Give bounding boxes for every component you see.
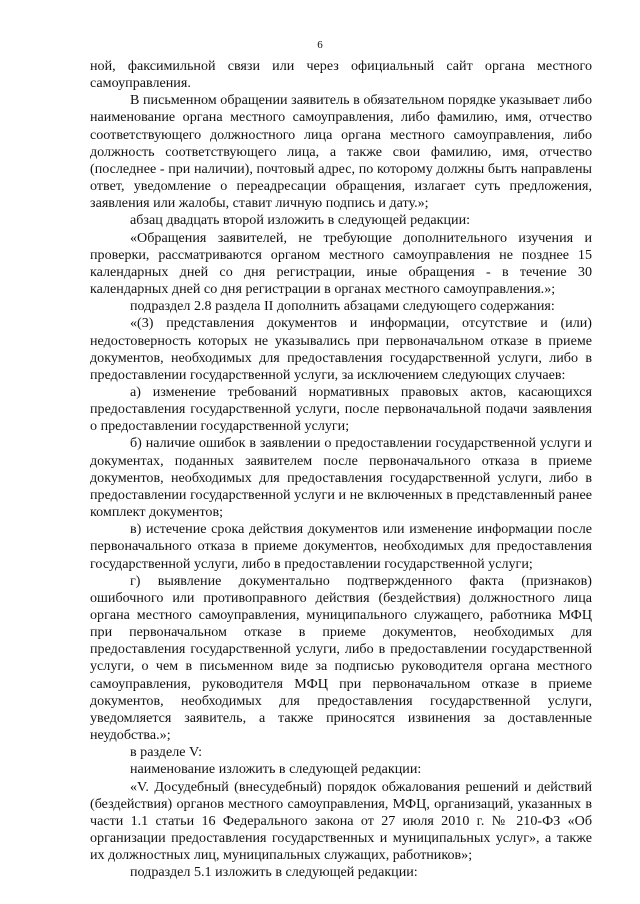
paragraph: в) истечение срока действия документов или изменение информации после первоначального отказа в приеме документов, необходимых для предоставления государственной услуги, либо в предоставлении государственной услуги;: [90, 521, 592, 572]
document-body: [90, 58, 592, 882]
paragraph: подраздел 5.1 изложить в следующей редакции:: [130, 864, 418, 881]
page-number: 6: [317, 39, 323, 51]
paragraph: «Обращения заявителей, не требующие дополнительного изучения и проверки, рассматриваются органом местного самоуправления не позднее 15 календарных дней со дня регистрации, иные обращения - в течение 30 календарных дней со дня регистрации в органах местного самоуправления.»;: [90, 229, 592, 298]
paragraph: ной, факсимильной связи или через официальный сайт органа местного самоуправления.: [90, 58, 592, 92]
paragraph: в разделе V:: [130, 744, 203, 761]
paragraph: «V. Досудебный (внесудебный) порядок обжалования решений и действий (бездействия) органов местного самоуправления, МФЦ, организаций, указанных в части 1.1 статьи 16 Федерального закона от 27 июля 2010 г. № 210-ФЗ «Об организации предоставления государственных и муниципальных услуг», а также их должностных лиц, муниципальных служащих, работников»;: [90, 778, 592, 864]
paragraph: наименование изложить в следующей редакции:: [130, 761, 422, 778]
paragraph: В письменном обращении заявитель в обязательном порядке указывает либо наименование органа местного самоуправления, либо фамилию, имя, отчество соответствующего должностного лица органа местного самоуправления, либо должность соответствующего лица, а также свои фамилию, имя, отчество (последнее - при наличии), почтовый адрес, по которому должны быть направлены ответ, уведомление о переадресации обращения, излагает суть предложения, заявления или жалобы, ставит личную подпись и дату.»;: [90, 92, 592, 212]
paragraph: абзац двадцать второй изложить в следующей редакции:: [130, 212, 471, 229]
paragraph: б) наличие ошибок в заявлении о предоставлении государственной услуги и документах, поданных заявителем после первоначального отказа в приеме документов, необходимых для предоставления государственной услуги, либо в предоставлении государственной услуги и не включенных в представленный ранее комплект документов;: [90, 435, 592, 521]
paragraph: подраздел 2.8 раздела II дополнить абзацами следующего содержания:: [130, 298, 555, 315]
paragraph: г) выявление документально подтвержденного факта (признаков) ошибочного или противоправного действия (бездействия) должностного лица органа местного самоуправления, муниципального служащего, работника МФЦ при первоначальном отказе в приеме документов, необходимых для предоставления государственной услуги, либо в предоставлении государственной услуги, о чем в письменном виде за подписью руководителя органа местного самоуправления, руководителя МФЦ при первоначальном отказе в приеме документов, необходимых для предоставления государственной услуги, уведомляется заявитель, а также приносятся извинения за доставленные неудобства.»;: [90, 572, 592, 744]
paragraph: а) изменение требований нормативных правовых актов, касающихся предоставления государственной услуги, после первоначальной подачи заявления о предоставлении государственной услуги;: [90, 383, 592, 435]
paragraph: «(3) представления документов и информации, отсутствие и (или) недостоверность которых не указывались при первоначальном отказе в приеме документов, необходимых для предоставления государственной услуги, либо в предоставлении государственной услуги, за исключением следующих случаев:: [90, 315, 592, 383]
